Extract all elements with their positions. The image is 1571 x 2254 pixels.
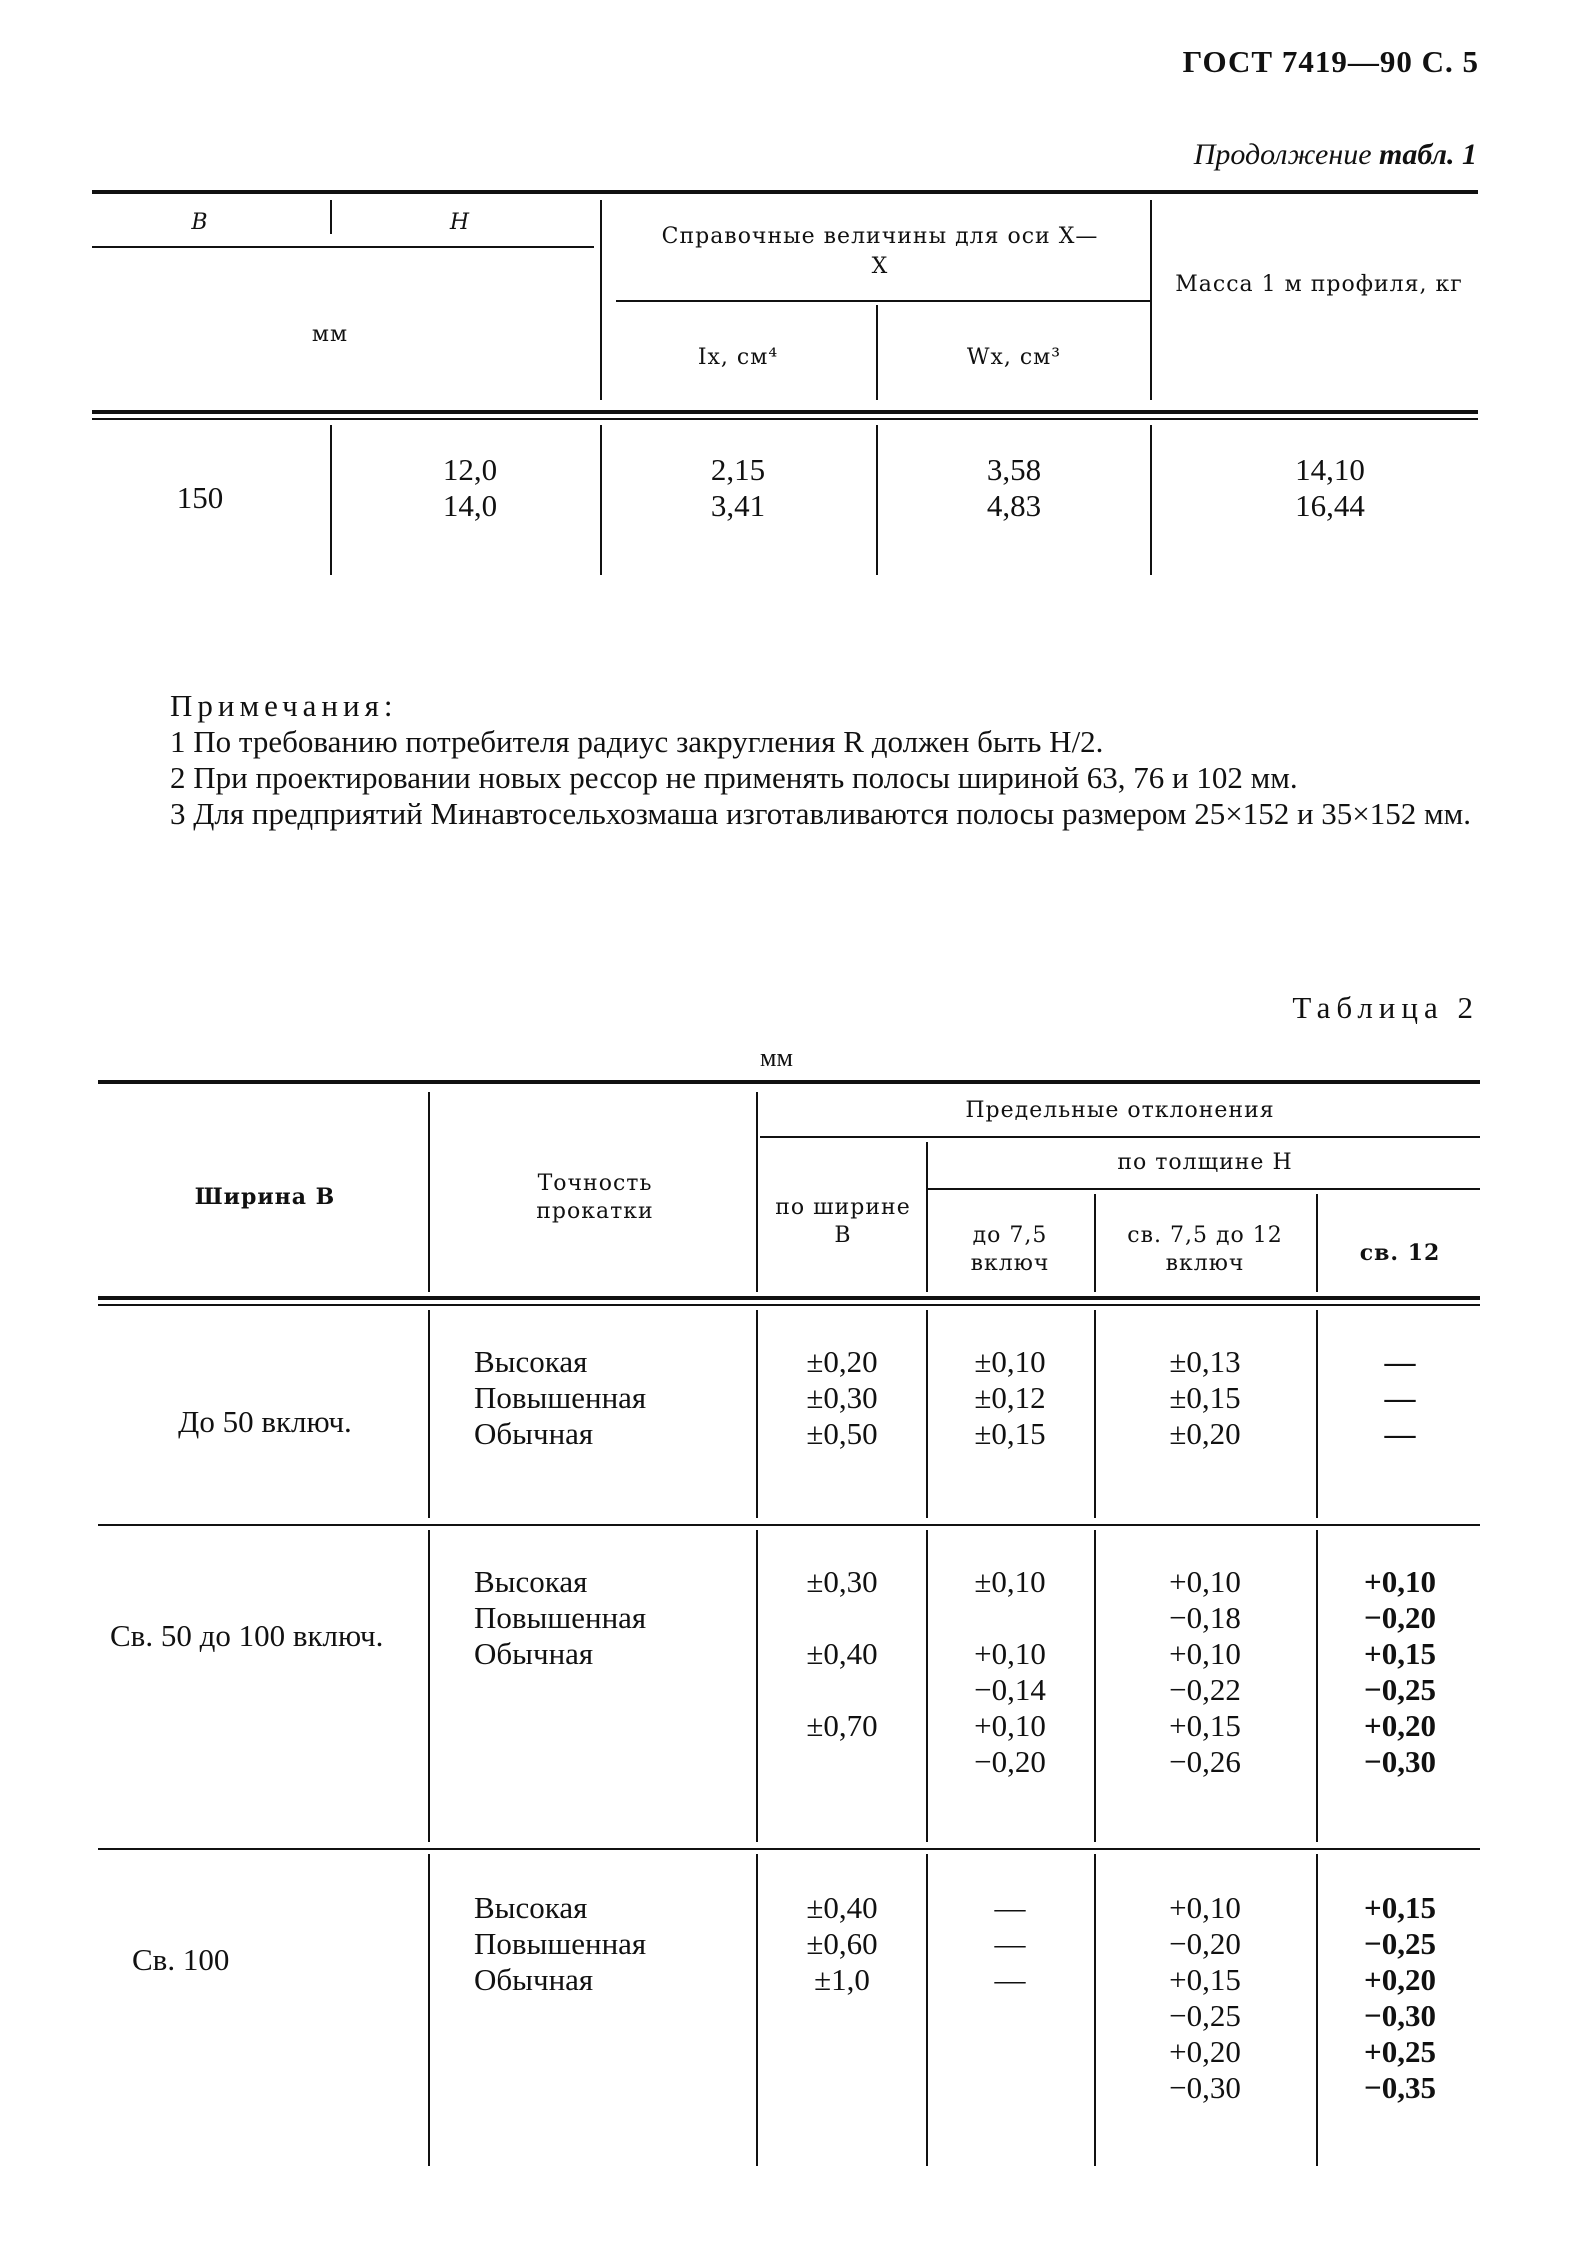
t2-g3-accuracy-1: Высокая <box>474 1890 588 1925</box>
t1-cell-ix-1: 2,15 <box>710 452 766 487</box>
note-2: 2 При проектировании новых рессор не применять полосы шириной 63, 76 и 102 мм. <box>170 760 1298 795</box>
t2-g2-t3-1: +0,10 <box>1364 1564 1436 1599</box>
t2-g2-t2-4: −0,22 <box>1169 1672 1241 1707</box>
t2-g2-t2-6: −0,26 <box>1169 1744 1241 1779</box>
t2-g2-t2-3: +0,10 <box>1169 1636 1241 1671</box>
t1-ref-values-header: Справочные величины для оси X—X <box>661 224 1099 279</box>
t2-g2-bw-1: ±0,30 <box>806 1564 878 1599</box>
t2-g1-width: До 50 включ. <box>178 1404 352 1439</box>
t2-g3-accuracy-3: Обычная <box>474 1962 594 1997</box>
t2-g2-t3-3: +0,15 <box>1364 1636 1436 1671</box>
t1-cell-wx-1: 3,58 <box>986 452 1042 487</box>
t2-g3-t2-1: +0,10 <box>1169 1890 1241 1925</box>
t2-g1-t3 <box>1322 1344 1478 1452</box>
t2-g2-t2-5: +0,15 <box>1169 1708 1241 1743</box>
t2-g3-t1-1: — <box>994 1890 1026 1925</box>
t1-cell-h-2: 14,0 <box>442 488 498 523</box>
t2-g1-accuracy-2: Повышенная <box>474 1380 647 1415</box>
t2-col-t2: св. 7,5 до 12 включ <box>1127 1223 1283 1276</box>
t1-cell-h-1: 12,0 <box>442 452 498 487</box>
t2-col-width: Ширина B <box>194 1184 336 1210</box>
t2-g1-accuracy-1: Высокая <box>474 1344 588 1379</box>
table-continuation-label <box>1194 138 1477 172</box>
t2-g3-by-width <box>762 1890 922 1998</box>
t2-g1-t1-2: ±0,12 <box>974 1380 1046 1415</box>
t2-g2-bw-3: ±0,40 <box>806 1636 878 1671</box>
t2-g2-bw-5: ±0,70 <box>806 1708 878 1743</box>
t2-g3-bw-1: ±0,40 <box>806 1890 878 1925</box>
t2-g1-t3-2: — <box>1384 1380 1416 1415</box>
t2-g1-t1-1: ±0,10 <box>974 1344 1046 1379</box>
t2-g2-accuracy <box>474 1564 734 1672</box>
t2-g3-t1-2: — <box>994 1926 1026 1961</box>
t1-col-h: H <box>449 210 471 235</box>
t2-g3-t3 <box>1322 1890 1478 2106</box>
t1-cell-wx-2: 4,83 <box>986 488 1042 523</box>
t2-g1-bw-3: ±0,50 <box>806 1416 878 1451</box>
t2-g3-t2-3: +0,15 <box>1169 1962 1241 1997</box>
t2-g2-t1-1: ±0,10 <box>974 1564 1046 1599</box>
t2-g3-t3-6: −0,35 <box>1364 2070 1436 2105</box>
t2-g2-t1-5: +0,10 <box>974 1708 1046 1743</box>
t2-col-by-thickness: по толщине H <box>1117 1150 1293 1175</box>
t1-col-ix: Ix, см⁴ <box>697 345 779 370</box>
t1-cell-ix-2: 3,41 <box>710 488 766 523</box>
t2-g1-by-width <box>762 1344 922 1452</box>
t2-g3-t1-3: — <box>994 1962 1026 1997</box>
t2-g2-t3 <box>1322 1564 1478 1780</box>
table-2-caption: Таблица 2 <box>1292 990 1479 1025</box>
t2-col-by-width: по ширине B <box>775 1195 911 1248</box>
t2-g3-t2-4: −0,25 <box>1169 1998 1241 2033</box>
page-header: ГОСТ 7419—90 С. 5 <box>1182 44 1479 79</box>
t2-g3-width: Св. 100 <box>132 1942 230 1977</box>
t2-g3-accuracy-2: Повышенная <box>474 1926 647 1961</box>
t2-g3-bw-2: ±0,60 <box>806 1926 878 1961</box>
note-1: 1 По требованию потребителя радиус закругления R должен быть H/2. <box>170 724 1104 759</box>
t2-g3-t2-6: −0,30 <box>1169 2070 1241 2105</box>
t2-g2-t3-6: −0,30 <box>1364 1744 1436 1779</box>
t2-g1-accuracy-3: Обычная <box>474 1416 594 1451</box>
t2-g3-t2-2: −0,20 <box>1169 1926 1241 1961</box>
t2-g2-t1-3: +0,10 <box>974 1636 1046 1671</box>
t2-g2-t1-4: −0,14 <box>974 1672 1046 1707</box>
continuation-text: Продолжение <box>1193 138 1372 171</box>
t2-g3-t3-2: −0,25 <box>1364 1926 1436 1961</box>
note-3: 3 Для предприятий Минавтосельхозмаша изготавливаются полосы размером 25×152 и 35×152 мм. <box>170 796 1472 831</box>
table-2-unit: мм <box>760 1043 793 1072</box>
t2-g2-t3-2: −0,20 <box>1364 1600 1436 1635</box>
t2-g2-t2-2: −0,18 <box>1169 1600 1241 1635</box>
t2-g2-t3-5: +0,20 <box>1364 1708 1436 1743</box>
t2-g3-t3-3: +0,20 <box>1364 1962 1436 1997</box>
t2-g2-accuracy-1: Высокая <box>474 1564 588 1599</box>
t2-g2-bw-2 <box>762 1600 922 1636</box>
t2-g2-t3-4: −0,25 <box>1364 1672 1436 1707</box>
t2-g3-t3-1: +0,15 <box>1364 1890 1436 1925</box>
t2-g2-accuracy-2: Повышенная <box>474 1600 647 1635</box>
t2-g1-t3-1: — <box>1384 1344 1416 1379</box>
continuation-table-ref: табл. 1 <box>1379 138 1477 171</box>
t2-g3-t3-5: +0,25 <box>1364 2034 1436 2069</box>
t2-g1-t2-1: ±0,13 <box>1169 1344 1241 1379</box>
t2-g1-t1 <box>932 1344 1088 1452</box>
t2-g2-bw-4 <box>762 1672 922 1708</box>
t2-g3-t3-4: −0,30 <box>1364 1998 1436 2033</box>
t2-g1-accuracy <box>474 1344 734 1452</box>
t2-g3-t1 <box>932 1890 1088 1998</box>
t2-g1-bw-1: ±0,20 <box>806 1344 878 1379</box>
t2-g2-t1-2 <box>932 1600 1088 1636</box>
notes-section <box>112 688 1472 832</box>
notes-title: Примечания: <box>170 688 398 723</box>
t1-col-wx: Wx, см³ <box>966 345 1062 370</box>
t2-g1-t2-3: ±0,20 <box>1169 1416 1241 1451</box>
t2-col-limits: Предельные отклонения <box>965 1098 1275 1123</box>
t1-cell-b: 150 <box>176 480 224 515</box>
t2-g1-t1-3: ±0,15 <box>974 1416 1046 1451</box>
t1-cell-mass-1: 14,10 <box>1295 452 1365 487</box>
t2-g2-accuracy-3: Обычная <box>474 1636 594 1671</box>
t2-col-t3: св. 12 <box>1359 1240 1441 1266</box>
t2-g3-accuracy <box>474 1890 734 1998</box>
t2-g1-bw-2: ±0,30 <box>806 1380 878 1415</box>
t2-g3-bw-3: ±1,0 <box>814 1962 870 1997</box>
t2-g1-t2-2: ±0,15 <box>1169 1380 1241 1415</box>
t2-g2-t1-6: −0,20 <box>974 1744 1046 1779</box>
t2-g3-t2 <box>1100 1890 1310 2106</box>
t2-col-t1: до 7,5 включ <box>970 1223 1050 1276</box>
t2-g2-by-width <box>762 1564 922 1744</box>
t2-col-accuracy: Точность прокатки <box>536 1171 654 1224</box>
t2-g1-t3-3: — <box>1384 1416 1416 1451</box>
t1-col-b: B <box>191 210 209 235</box>
t1-unit: мм <box>311 322 349 347</box>
t2-g2-t2-1: +0,10 <box>1169 1564 1241 1599</box>
t2-g2-t1 <box>932 1564 1088 1780</box>
t2-g1-t2 <box>1100 1344 1310 1452</box>
t1-col-mass: Масса 1 м профиля, кг <box>1175 272 1463 297</box>
t2-g2-width: Св. 50 до 100 включ. <box>110 1618 384 1653</box>
t2-g3-t2-5: +0,20 <box>1169 2034 1241 2069</box>
t1-cell-mass-2: 16,44 <box>1295 488 1365 523</box>
t2-g2-t2 <box>1100 1564 1310 1780</box>
